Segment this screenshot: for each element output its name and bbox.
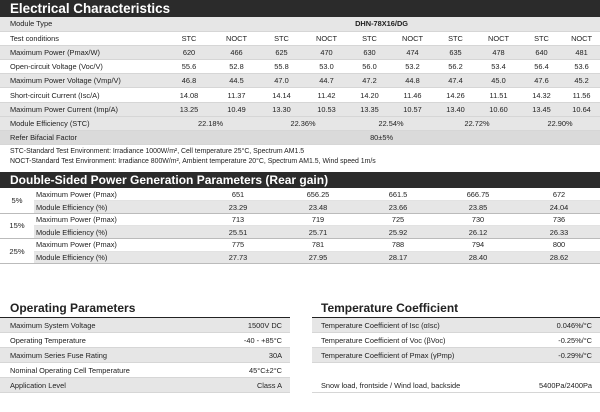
operating-label: Application Level bbox=[10, 381, 66, 390]
efficiency-value: 22.18% bbox=[163, 116, 258, 130]
efficiency-label: Module Efficiency (STC) bbox=[0, 116, 163, 130]
spec-label: Maximum Power Voltage (Vmp/V) bbox=[0, 74, 163, 88]
spec-value: 53.2 bbox=[391, 60, 434, 74]
operating-value: -40 - +85°C bbox=[243, 336, 282, 345]
spec-value: 10.53 bbox=[305, 102, 348, 116]
temp-coefficient-row bbox=[312, 348, 600, 363]
spec-value: 11.46 bbox=[391, 88, 434, 102]
spec-value: 481 bbox=[563, 45, 600, 59]
operating-row bbox=[0, 348, 290, 363]
noct-header: NOCT bbox=[477, 31, 520, 45]
spec-value: 11.56 bbox=[563, 88, 600, 102]
power-value: 666.75 bbox=[438, 188, 518, 201]
test-conditions-label: Test conditions bbox=[0, 31, 163, 45]
operating-value: 30A bbox=[268, 351, 282, 360]
spec-value: 11.42 bbox=[305, 88, 348, 102]
rear-gain-power-row bbox=[0, 188, 600, 201]
spec-value: 11.37 bbox=[215, 88, 258, 102]
stc-header: STC bbox=[348, 31, 391, 45]
temperature-coefficient-title: Temperature Coefficient bbox=[312, 298, 600, 318]
noct-header: NOCT bbox=[563, 31, 600, 45]
spec-value: 14.26 bbox=[434, 88, 477, 102]
spec-value: 45.2 bbox=[563, 74, 600, 88]
power-value: 800 bbox=[518, 239, 600, 252]
rear-gain-percent: 15% bbox=[0, 213, 34, 238]
module-type-row bbox=[0, 17, 600, 31]
spec-value: 56.2 bbox=[434, 60, 477, 74]
spec-value: 14.32 bbox=[520, 88, 563, 102]
module-type-label: Module Type bbox=[0, 17, 163, 31]
spec-value: 13.25 bbox=[163, 102, 215, 116]
spec-value: 44.7 bbox=[305, 74, 348, 88]
spec-row bbox=[0, 88, 600, 102]
spec-value: 478 bbox=[477, 45, 520, 59]
noct-header: NOCT bbox=[391, 31, 434, 45]
efficiency-label: Module Efficiency (%) bbox=[34, 201, 198, 214]
load-row bbox=[312, 378, 600, 393]
panel-spacer bbox=[312, 363, 600, 378]
spec-value: 53.4 bbox=[477, 60, 520, 74]
efficiency-label: Module Efficiency (%) bbox=[34, 251, 198, 264]
rear-gain-eff-row bbox=[0, 201, 600, 214]
efficiency-row bbox=[0, 116, 600, 130]
operating-row bbox=[0, 378, 290, 393]
efficiency-value: 22.90% bbox=[520, 116, 600, 130]
efficiency-value: 23.85 bbox=[438, 201, 518, 214]
efficiency-value: 26.12 bbox=[438, 226, 518, 239]
spec-value: 13.45 bbox=[520, 102, 563, 116]
temp-coefficient-value: -0.29%/°C bbox=[558, 351, 592, 360]
operating-label: Maximum System Voltage bbox=[10, 321, 96, 330]
operating-label: Maximum Series Fuse Rating bbox=[10, 351, 107, 360]
spec-value: 10.57 bbox=[391, 102, 434, 116]
stc-header: STC bbox=[258, 31, 305, 45]
stc-header: STC bbox=[434, 31, 477, 45]
spec-value: 625 bbox=[258, 45, 305, 59]
operating-row bbox=[0, 318, 290, 333]
operating-value: 45°C±2°C bbox=[249, 366, 282, 375]
temp-coefficient-label: Temperature Coefficient of Voc (βVoc) bbox=[321, 336, 446, 345]
temp-coefficient-label: Temperature Coefficient of Pmax (γPmp) bbox=[321, 351, 455, 360]
rear-gain-table bbox=[0, 188, 600, 264]
rear-gain-eff-row bbox=[0, 226, 600, 239]
spec-value: 10.60 bbox=[477, 102, 520, 116]
power-value: 651 bbox=[198, 188, 278, 201]
rear-gain-percent: 5% bbox=[0, 188, 34, 213]
power-label: Maximum Power (Pmax) bbox=[34, 239, 198, 252]
spec-value: 45.0 bbox=[477, 74, 520, 88]
spec-value: 620 bbox=[163, 45, 215, 59]
efficiency-value: 22.54% bbox=[348, 116, 434, 130]
efficiency-value: 27.95 bbox=[278, 251, 358, 264]
efficiency-label: Module Efficiency (%) bbox=[34, 226, 198, 239]
spec-value: 56.4 bbox=[520, 60, 563, 74]
spec-value: 53.0 bbox=[305, 60, 348, 74]
lower-section bbox=[0, 298, 600, 412]
efficiency-value: 25.71 bbox=[278, 226, 358, 239]
load-value: 5400Pa/2400Pa bbox=[538, 381, 592, 390]
spec-value: 46.8 bbox=[163, 74, 215, 88]
spec-value: 14.14 bbox=[258, 88, 305, 102]
rear-gain-eff-row bbox=[0, 251, 600, 264]
bifacial-value: 80±5% bbox=[163, 131, 600, 145]
noct-header: NOCT bbox=[305, 31, 348, 45]
efficiency-value: 28.62 bbox=[518, 251, 600, 264]
power-value: 775 bbox=[198, 239, 278, 252]
spec-value: 14.08 bbox=[163, 88, 215, 102]
spec-value: 44.8 bbox=[391, 74, 434, 88]
spec-value: 47.4 bbox=[434, 74, 477, 88]
temp-coefficient-label: Temperature Coefficient of Isc (αIsc) bbox=[321, 321, 440, 330]
spec-value: 640 bbox=[520, 45, 563, 59]
efficiency-value: 24.04 bbox=[518, 201, 600, 214]
bifacial-row bbox=[0, 131, 600, 145]
noct-header: NOCT bbox=[215, 31, 258, 45]
efficiency-value: 22.72% bbox=[434, 116, 520, 130]
operating-label: Nominal Operating Cell Temperature bbox=[10, 366, 130, 375]
efficiency-value: 28.40 bbox=[438, 251, 518, 264]
stc-header: STC bbox=[520, 31, 563, 45]
spec-label: Maximum Power (Pmax/W) bbox=[0, 45, 163, 59]
spec-value: 470 bbox=[305, 45, 348, 59]
efficiency-value: 25.51 bbox=[198, 226, 278, 239]
power-value: 672 bbox=[518, 188, 600, 201]
module-type-value: DHN-78X16/DG bbox=[163, 17, 600, 31]
spec-row bbox=[0, 45, 600, 59]
efficiency-value: 22.36% bbox=[258, 116, 348, 130]
spec-value: 52.8 bbox=[215, 60, 258, 74]
operating-label: Operating Temperature bbox=[10, 336, 86, 345]
efficiency-value: 26.33 bbox=[518, 226, 600, 239]
power-value: 719 bbox=[278, 213, 358, 226]
power-value: 730 bbox=[438, 213, 518, 226]
stc-note: STC-Standard Test Environment: Irradiance 1000W/m², Cell temperature 25°C, Spectrum AM1.5 bbox=[10, 148, 305, 156]
efficiency-value: 23.29 bbox=[198, 201, 278, 214]
bifacial-label: Refer Bifacial Factor bbox=[0, 131, 163, 145]
electrical-characteristics-table bbox=[0, 17, 600, 145]
spec-value: 47.6 bbox=[520, 74, 563, 88]
spec-row bbox=[0, 60, 600, 74]
temp-coefficient-row bbox=[312, 318, 600, 333]
efficiency-value: 23.48 bbox=[278, 201, 358, 214]
operating-parameters-panel bbox=[0, 298, 290, 393]
electrical-characteristics-title: Electrical Characteristics bbox=[0, 0, 600, 17]
noct-note: NOCT-Standard Test Environment: Irradiance 800W/m², Ambient temperature 20°C, Spectrum AM1.5, Wind speed 1m/s bbox=[10, 158, 376, 166]
spec-value: 630 bbox=[348, 45, 391, 59]
operating-value: Class A bbox=[256, 381, 282, 390]
test-conditions-row bbox=[0, 31, 600, 45]
spec-value: 56.0 bbox=[348, 60, 391, 74]
spec-value: 13.40 bbox=[434, 102, 477, 116]
power-value: 794 bbox=[438, 239, 518, 252]
efficiency-value: 28.17 bbox=[358, 251, 438, 264]
rear-gain-power-row bbox=[0, 239, 600, 252]
spec-value: 13.30 bbox=[258, 102, 305, 116]
spec-value: 53.6 bbox=[563, 60, 600, 74]
spec-value: 47.0 bbox=[258, 74, 305, 88]
temp-coefficient-value: 0.046%/°C bbox=[556, 321, 592, 330]
power-value: 656.25 bbox=[278, 188, 358, 201]
spec-value: 47.2 bbox=[348, 74, 391, 88]
spec-value: 635 bbox=[434, 45, 477, 59]
load-label: Snow load, frontside / Wind load, backside bbox=[321, 381, 461, 390]
efficiency-value: 25.92 bbox=[358, 226, 438, 239]
power-value: 781 bbox=[278, 239, 358, 252]
operating-row bbox=[0, 363, 290, 378]
operating-value: 1500V DC bbox=[247, 321, 282, 330]
spec-value: 44.5 bbox=[215, 74, 258, 88]
spec-value: 14.20 bbox=[348, 88, 391, 102]
stc-header: STC bbox=[163, 31, 215, 45]
temperature-coefficient-panel bbox=[312, 298, 600, 393]
power-label: Maximum Power (Pmax) bbox=[34, 213, 198, 226]
power-value: 725 bbox=[358, 213, 438, 226]
power-value: 661.5 bbox=[358, 188, 438, 201]
efficiency-value: 27.73 bbox=[198, 251, 278, 264]
rear-gain-power-row bbox=[0, 213, 600, 226]
temp-coefficient-value: -0.25%/°C bbox=[558, 336, 592, 345]
spec-value: 474 bbox=[391, 45, 434, 59]
spec-label: Maximum Power Current (Imp/A) bbox=[0, 102, 163, 116]
spec-label: Short-circuit Current (Isc/A) bbox=[0, 88, 163, 102]
rear-gain-percent: 25% bbox=[0, 239, 34, 264]
power-value: 736 bbox=[518, 213, 600, 226]
spec-label: Open-circuit Voltage (Voc/V) bbox=[0, 60, 163, 74]
spec-row bbox=[0, 102, 600, 116]
spec-row bbox=[0, 74, 600, 88]
spec-value: 10.49 bbox=[215, 102, 258, 116]
temp-coefficient-row bbox=[312, 333, 600, 348]
spec-value: 466 bbox=[215, 45, 258, 59]
rear-gain-title: Double-Sided Power Generation Parameters (Rear gain) bbox=[0, 172, 600, 188]
power-value: 713 bbox=[198, 213, 278, 226]
power-value: 788 bbox=[358, 239, 438, 252]
power-label: Maximum Power (Pmax) bbox=[34, 188, 198, 201]
efficiency-value: 23.66 bbox=[358, 201, 438, 214]
operating-parameters-title: Operating Parameters bbox=[0, 298, 290, 318]
operating-row bbox=[0, 333, 290, 348]
spec-value: 13.35 bbox=[348, 102, 391, 116]
spec-value: 55.6 bbox=[163, 60, 215, 74]
spec-value: 11.51 bbox=[477, 88, 520, 102]
spec-value: 10.64 bbox=[563, 102, 600, 116]
spec-value: 55.8 bbox=[258, 60, 305, 74]
test-environment-notes bbox=[0, 145, 600, 170]
